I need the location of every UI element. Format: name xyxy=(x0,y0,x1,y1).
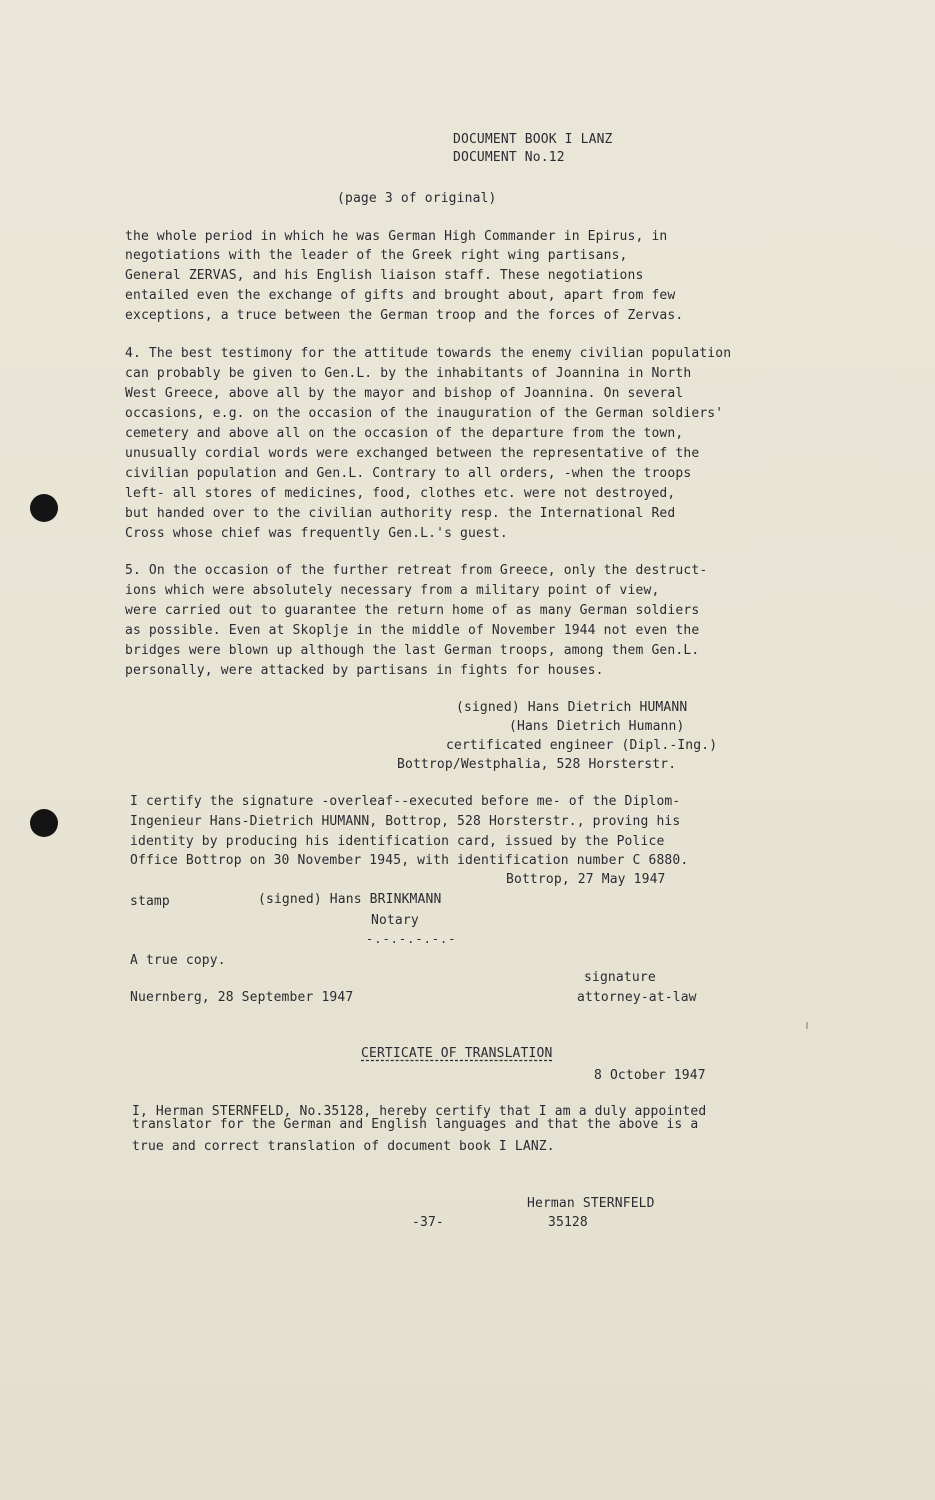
text-line: bridges were blown up although the last German troops, among them Gen.L. xyxy=(125,643,700,658)
text-line: negotiations with the leader of the Greek right wing partisans, xyxy=(125,248,628,263)
text-line: identity by producing his identification card, issued by the Police xyxy=(130,834,665,849)
text-line: Office Bottrop on 30 November 1945, with identification number C 6880. xyxy=(130,853,689,868)
paper-speck xyxy=(806,1022,808,1029)
text-line: occasions, e.g. on the occasion of the inauguration of the German soldiers' xyxy=(125,406,724,421)
punch-hole-upper xyxy=(30,494,58,522)
text-line: I certify the signature -overleaf--executed before me- of the Diplom- xyxy=(130,794,681,809)
text-line: West Greece, above all by the mayor and bishop of Joannina. On several xyxy=(125,386,684,401)
text-line: entailed even the exchange of gifts and brought about, apart from few xyxy=(125,288,676,303)
occupation: certificated engineer (Dipl.-Ing.) xyxy=(446,738,718,753)
text-line: left- all stores of medicines, food, clothes etc. were not destroyed, xyxy=(125,486,676,501)
text-line: true and correct translation of document book I LANZ. xyxy=(132,1139,555,1154)
notary-place-date: Bottrop, 27 May 1947 xyxy=(506,872,666,887)
text-line: personally, were attacked by partisans in fights for houses. xyxy=(125,663,604,678)
attorney-role: attorney-at-law xyxy=(577,990,697,1005)
notary-title: Notary xyxy=(371,913,419,928)
true-copy-label: A true copy. xyxy=(130,953,226,968)
text-line: the whole period in which he was German High Commander in Epirus, in xyxy=(125,229,668,244)
punch-hole-lower xyxy=(30,809,58,837)
signed-name: (signed) Hans Dietrich HUMANN xyxy=(456,700,688,715)
text-line: cemetery and above all on the occasion of the departure from the town, xyxy=(125,426,684,441)
text-line: unusually cordial words were exchanged between the representative of the xyxy=(125,446,700,461)
true-copy-place-date: Nuernberg, 28 September 1947 xyxy=(130,990,354,1005)
text-line: exceptions, a truce between the German troop and the forces of Zervas. xyxy=(125,308,684,323)
text-line: as possible. Even at Skoplje in the middle of November 1944 not even the xyxy=(125,623,700,638)
translator-number: 35128 xyxy=(548,1215,588,1230)
text-line: civilian population and Gen.L. Contrary to all orders, -when the troops xyxy=(125,466,692,481)
text-line: 4. The best testimony for the attitude towards the enemy civilian population xyxy=(125,346,732,361)
text-line: can probably be given to Gen.L. by the inhabitants of Joannina in North xyxy=(125,366,692,381)
text-line: I, Herman STERNFELD, No.35128, hereby certify that I am a duly appointed xyxy=(132,1104,707,1119)
notary-signed: (signed) Hans BRINKMANN xyxy=(258,892,442,907)
document-number: DOCUMENT No.12 xyxy=(453,150,565,165)
translation-heading: CERTICATE OF TRANSLATION xyxy=(361,1046,553,1061)
text-line: Cross whose chief was frequently Gen.L.'s guest. xyxy=(125,526,508,541)
text-line: 5. On the occasion of the further retreat from Greece, only the destruct- xyxy=(125,563,708,578)
text-line: translator for the German and English languages and that the above is a xyxy=(132,1117,699,1132)
address: Bottrop/Westphalia, 528 Horsterstr. xyxy=(397,757,677,772)
translator-name: Herman STERNFELD xyxy=(527,1196,655,1211)
printed-name: (Hans Dietrich Humann) xyxy=(509,719,685,734)
dash-rule: -.-.-.-.-.- xyxy=(366,932,457,946)
attorney-signature: signature xyxy=(584,970,656,985)
text-line: General ZERVAS, and his English liaison staff. These negotiations xyxy=(125,268,644,283)
translation-date: 8 October 1947 xyxy=(594,1068,706,1083)
text-line: Ingenieur Hans-Dietrich HUMANN, Bottrop, 528 Horsterstr., proving his xyxy=(130,814,681,829)
page-note: (page 3 of original) xyxy=(337,191,497,206)
stamp-label: stamp xyxy=(130,894,170,909)
text-line: but handed over to the civilian authority resp. the International Red xyxy=(125,506,676,521)
text-line: ions which were absolutely necessary from a military point of view, xyxy=(125,583,660,598)
page-number: -37- xyxy=(412,1215,444,1230)
document-book-title: DOCUMENT BOOK I LANZ xyxy=(453,132,613,147)
text-line: were carried out to guarantee the return home of as many German soldiers xyxy=(125,603,700,618)
